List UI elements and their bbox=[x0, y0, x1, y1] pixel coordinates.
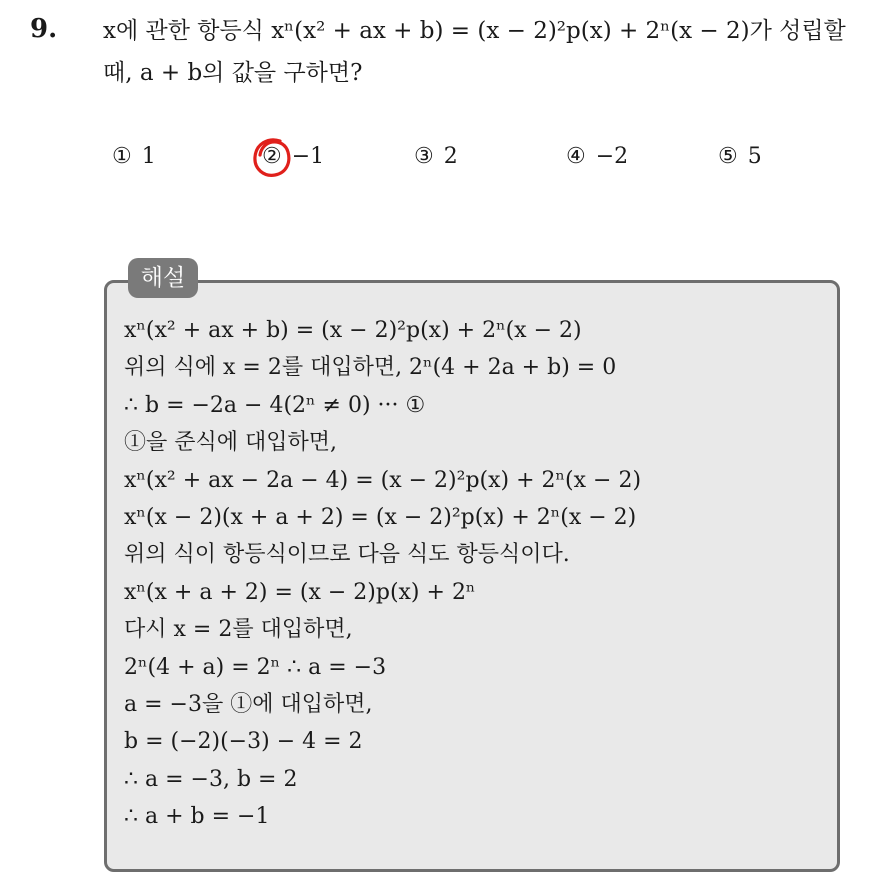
solution-tag: 해설 bbox=[128, 258, 198, 298]
choice-5-value: 5 bbox=[747, 144, 762, 169]
solution-line: 2ⁿ(4 + a) = 2ⁿ ∴ a = −3 bbox=[124, 654, 387, 680]
solution-line: xⁿ(x² + ax − 2a − 4) = (x − 2)²p(x) + 2ⁿ(x − 2) bbox=[124, 467, 642, 493]
choice-4-value: −2 bbox=[595, 144, 629, 169]
question-number: 9. bbox=[30, 14, 58, 44]
solution-line: b = (−2)(−3) − 4 = 2 bbox=[124, 729, 363, 755]
choice-1-number: ① bbox=[112, 144, 132, 169]
choice-5[interactable] bbox=[718, 144, 762, 169]
solution-line: ∴ b = −2a − 4(2ⁿ ≠ 0) ··· ① bbox=[124, 392, 426, 418]
solution-lines bbox=[124, 312, 641, 835]
choice-3-number: ③ bbox=[414, 144, 434, 169]
choice-1[interactable] bbox=[112, 144, 156, 169]
solution-line: xⁿ(x² + ax + b) = (x − 2)²p(x) + 2ⁿ(x − 2) bbox=[124, 318, 582, 343]
solution-line: ∴ a + b = −1 bbox=[124, 804, 270, 830]
question-text-line-2: 때, a + b의 값을 구하면? bbox=[103, 60, 363, 86]
choice-2-value: −1 bbox=[291, 144, 325, 169]
answer-circle-mark-icon bbox=[250, 136, 294, 180]
solution-line: a = −3을 ①에 대입하면, bbox=[124, 691, 373, 717]
solution-line: 다시 x = 2를 대입하면, bbox=[124, 617, 353, 643]
choice-2-number: ② bbox=[262, 144, 282, 169]
solution-line: xⁿ(x + a + 2) = (x − 2)p(x) + 2ⁿ bbox=[124, 579, 476, 605]
choice-1-value: 1 bbox=[141, 144, 156, 169]
choice-3[interactable] bbox=[414, 144, 458, 169]
choice-4-number: ④ bbox=[566, 144, 586, 169]
choice-3-value: 2 bbox=[443, 144, 458, 169]
choice-5-number: ⑤ bbox=[718, 144, 738, 169]
question-text-line-1: x에 관한 항등식 xⁿ(x² + ax + b) = (x − 2)²p(x) + 2ⁿ(x − 2)가 성립할 bbox=[103, 18, 846, 44]
solution-line: ∴ a = −3, b = 2 bbox=[124, 766, 298, 792]
choice-4[interactable] bbox=[566, 144, 628, 169]
solution-line: xⁿ(x − 2)(x + a + 2) = (x − 2)²p(x) + 2ⁿ(x − 2) bbox=[124, 504, 637, 530]
solution-line: ①을 준식에 대입하면, bbox=[124, 430, 337, 456]
solution-line: 위의 식이 항등식이므로 다음 식도 항등식이다. bbox=[124, 542, 570, 568]
solution-line: 위의 식에 x = 2를 대입하면, 2ⁿ(4 + 2a + b) = 0 bbox=[124, 355, 617, 381]
